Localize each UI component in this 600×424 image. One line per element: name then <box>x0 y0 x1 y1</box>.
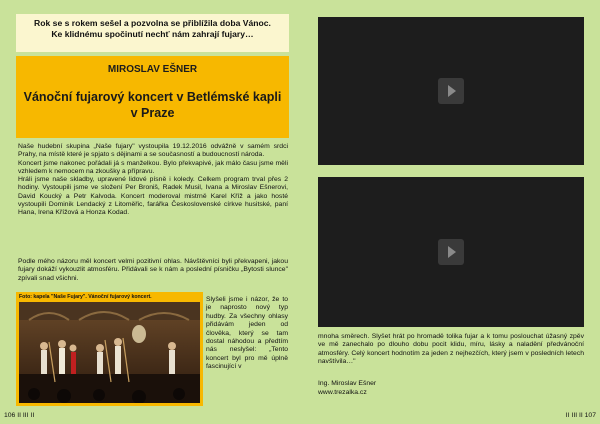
intro-box <box>16 14 289 52</box>
concert-photo <box>19 302 200 403</box>
article-side-column: Slyšeli jsme i názor, že to je naprosto nový typ hudby. Za všechny ohlasy přidávám jeden od člověka, který se tam dostal náhodou a předtím nás neslyšel: „Tento koncert byl pro mě úplně fascinující v <box>206 296 288 371</box>
article-title: Vánoční fujarový koncert v Betlémské kapli v Praze <box>23 90 282 120</box>
photo-frame <box>16 292 203 406</box>
signature-name: Ing. Miroslav Ešner <box>318 380 377 387</box>
article-body-2 <box>18 258 288 283</box>
article-header <box>16 56 289 138</box>
paragraph-1: Naše hudební skupina „Naše fujary" vystoupila 19.12.2016 odvážně v samém srdci Prahy, na místě které je spjato s dějinami a se současností a budoucností národa. <box>18 143 288 159</box>
paragraph-2: Koncert jsme nakonec pořádali já s manželkou. Bylo překvapivé, jak málo času jsme měli vzhledem k nemocem na zkoušky a přípravu. <box>18 159 288 175</box>
intro-line-2: Ke klidnému spočinutí nechť nám zahrají fujary… <box>51 29 254 39</box>
play-icon[interactable] <box>438 239 464 265</box>
paragraph-4: Podle mého názoru měl koncert velmi pozitivní ohlas. Návštěvníci byli překvapeni, jakou fujary dokáží vykouzlit atmosféru. Přidávali se k nám a poslední písničku „Bytosti slunce" zpívali snad všichni. <box>18 258 288 282</box>
page-number-right: II III II 107 <box>565 412 596 419</box>
video-player-1[interactable] <box>318 17 584 165</box>
author-name: MIROSLAV EŠNER <box>107 64 198 75</box>
page-number-left: 106 II III II <box>4 412 35 419</box>
play-icon[interactable] <box>438 78 464 104</box>
signature <box>318 380 376 397</box>
signature-web[interactable]: www.trezalka.cz <box>318 388 367 396</box>
concert-photo-image <box>19 302 200 403</box>
article-continued: mnoha směrech. Slyšet hrát po hromadě tolika fujar a k tomu poslouchat úžasný zpěv ve mě zanechalo po dlouho dobu pocit klidu, míru, lásky a naladění předvánoční atmosféry. Celý koncert hodnotím za jeden z nejhezčích, který jsem v posledních letech navštívila…" <box>318 333 584 366</box>
article-body <box>18 143 288 218</box>
intro-line-1: Rok se s rokem sešel a pozvolna se přiblížila doba Vánoc. <box>34 18 271 28</box>
photo-caption: Foto: kapela "Naše Fujary". Vánoční fujarový koncert. <box>19 294 152 300</box>
video-player-2[interactable] <box>318 177 584 327</box>
paragraph-3: Hráli jsme naše skladby, upravené lidové písně i koledy. Celkem program trval přes 2 hodiny. Vystoupili jsme ve složení Per Broniš, Radek Musil, Ivana a Miroslav Ešnerovi, David Koucký a Petr Kalvoda. Koncert moderoval mistrně Karel Kříž a jako hosté vystoupili Dominik Lendacký z Litoměřic, farářka Československé církve husitské, paní Hana, Irena Křížová a Honza Kodad. <box>18 176 288 217</box>
